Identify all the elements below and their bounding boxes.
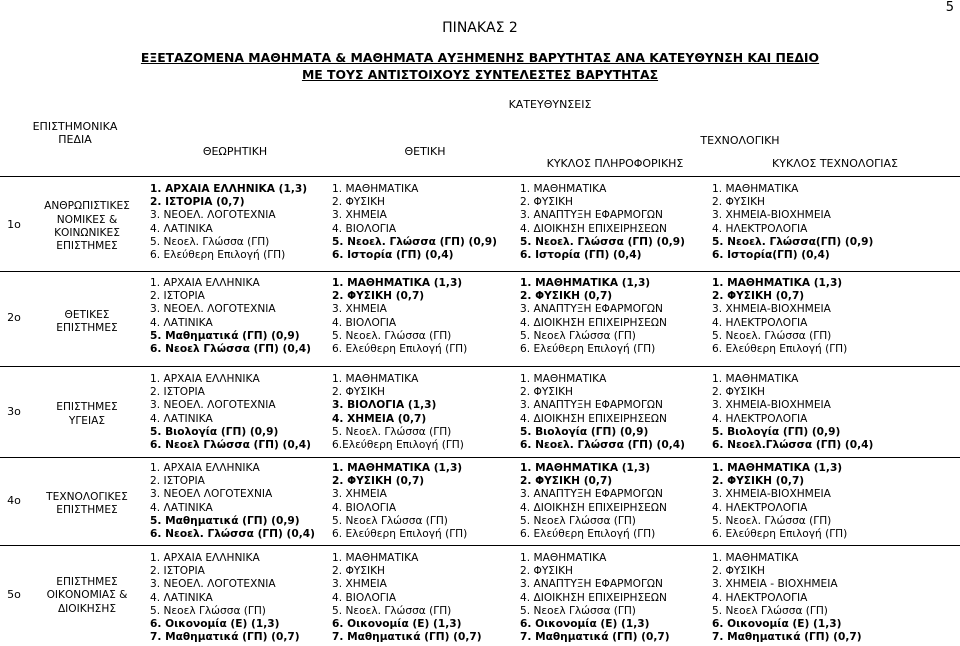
subject: 4. ΛΑΤΙΝΙΚΑ [150,222,213,235]
row-number: 2ο [7,311,21,324]
subject-list [712,277,847,356]
subject: 3. ΑΝΑΠΤΥΞΗ ΕΦΑΡΜΟΓΩΝ [520,399,663,412]
weighted-subject: 2. ΦΥΣΙΚΗ (0,7) [712,475,805,488]
subject: 6. Ελεύθερη Επιλογή (ΓΠ) [712,343,848,356]
subject: 3. ΧΗΜΕΙΑ-ΒΙΟΧΗΜΕΙΑ [712,399,831,412]
subject: 3. ΧΗΜΕΙΑ [332,303,387,316]
weighted-subject: 5. Νεοελ. Γλώσσα (ΓΠ) (0,9) [332,235,498,248]
subject: 3. ΝΕΟΕΛ. ΛΟΓΟΤΕΧΝΙΑ [150,303,276,316]
weighted-subject: 7. Μαθηματικά (ΓΠ) (0,7) [520,631,670,644]
row-number: 1ο [7,218,21,231]
subject: 6. Ελεύθερη Επιλογή (ΓΠ) [332,528,468,541]
subject-list [520,552,670,644]
table-subtitle-line2: ΜΕ ΤΟΥΣ ΑΝΤΙΣΤΟΙΧΟΥΣ ΣΥΝΤΕΛΕΣΤΕΣ ΒΑΡΥΤΗΤΑΣ [301,67,659,82]
subject-list [520,373,685,452]
subject: 2. ΙΣΤΟΡΙΑ [150,386,205,399]
weighted-subject: 6. Νεοελ Γλώσσα (ΓΠ) (0,4) [150,439,311,452]
subject: 3. ΑΝΑΠΤΥΞΗ ΕΦΑΡΜΟΓΩΝ [520,488,663,501]
field-name-line: ΕΠΙΣΤΗΜΕΣ [56,504,118,516]
subject-list [332,183,497,262]
subject: 2. ΦΥΣΙΚΗ [520,196,574,209]
header-theoretical: ΘΕΩΡΗΤΙΚΗ [202,145,268,158]
subject-list [332,373,464,452]
subject: 4. ΛΑΤΙΝΙΚΑ [150,591,213,604]
subject: 2. ΦΥΣΙΚΗ [332,565,386,578]
subject: 4. ΔΙΟΙΚΗΣΗ ΕΠΙΧΕΙΡΗΣΕΩΝ [520,501,667,514]
subject-list [712,552,862,644]
weighted-subject: 7. Μαθηματικά (ΓΠ) (0,7) [150,631,300,644]
weighted-subject: 7. Μαθηματικά (ΓΠ) (0,7) [712,631,862,644]
subject: 4. ΛΑΤΙΝΙΚΑ [150,316,213,329]
header-directions: ΚΑΤΕΥΘΥΝΣΕΙΣ [508,98,592,111]
weighted-subject: 2. ΦΥΣΙΚΗ (0,7) [332,290,425,303]
field-name-line: ΕΠΙΣΤΗΜΕΣ [56,575,118,588]
weighted-subject: 2. ΙΣΤΟΡΙΑ (0,7) [150,196,245,209]
subject: 3. ΧΗΜΕΙΑ - ΒΙΟΧΗΜΕΙΑ [712,578,838,591]
row-divider-4 [0,545,960,546]
subject: 4. ΒΙΟΛΟΓΙΑ [332,591,397,604]
subject: 6. Ελεύθερη Επιλογή (ΓΠ) [712,528,848,541]
subject: 3. ΑΝΑΠΤΥΞΗ ΕΦΑΡΜΟΓΩΝ [520,209,663,222]
row-number: 3ο [7,405,21,418]
subject: 5. Νεοελ. Γλώσσα (ΓΠ) [712,329,832,342]
weighted-subject: 6. Ιστορία(ΓΠ) (0,4) [712,249,830,262]
subject: 5. Νεοελ. Γλώσσα (ΓΠ) [332,425,452,438]
header-cycle-it: ΚΥΚΛΟΣ ΠΛΗΡΟΦΟΡΙΚΗΣ [546,157,684,170]
weighted-subject: 6. Οικονομία (Ε) (1,3) [332,618,462,631]
page-number: 5 [945,0,954,15]
subject-list [520,183,685,262]
field-name-line: ΝΟΜΙΚΕΣ & [56,213,118,226]
subject: 6. Ελεύθερη Επιλογή (ΓΠ) [150,249,286,262]
subject: 5. Νεοελ Γλώσσα (ΓΠ) [520,514,636,527]
subject: 1. ΑΡΧΑΙΑ ΕΛΛΗΝΙΚΑ [150,462,260,474]
subject: 4. ΔΙΟΙΚΗΣΗ ΕΠΙΧΕΙΡΗΣΕΩΝ [520,222,667,235]
subject: 1. ΜΑΘΗΜΑΤΙΚΑ [712,183,799,195]
subject: 4. ΔΙΟΙΚΗΣΗ ΕΠΙΧΕΙΡΗΣΕΩΝ [520,412,667,425]
subject: 4. ΒΙΟΛΟΓΙΑ [332,222,397,235]
subject-list [332,277,467,356]
subject: 5. Νεοελ Γλώσσα (ΓΠ) [150,604,266,617]
header-fields-line1: ΕΠΙΣΤΗΜΟΝΙΚΑ [32,120,118,133]
weighted-subject: 3. ΒΙΟΛΟΓΙΑ (1,3) [332,399,437,412]
weighted-subject: 2. ΦΥΣΙΚΗ (0,7) [520,475,613,488]
subject: 5. Νεοελ. Γλώσσα (ΓΠ) [712,514,832,527]
subject: 6. Ελεύθερη Επιλογή (ΓΠ) [520,343,656,356]
weighted-subject: 5. Βιολογία (ΓΠ) (0,9) [520,425,649,438]
subject: 3. ΧΗΜΕΙΑ [332,209,387,222]
subject-list [150,373,311,452]
subject: 3. ΧΗΜΕΙΑ [332,488,387,501]
subject: 4. ΛΑΤΙΝΙΚΑ [150,501,213,514]
subject: 4. ΛΑΤΙΝΙΚΑ [150,412,213,425]
field-name [32,491,142,518]
weighted-subject: 5. Βιολογία (ΓΠ) (0,9) [712,425,841,438]
weighted-subject: 2. ΦΥΣΙΚΗ (0,7) [520,290,613,303]
weighted-subject: 6. Νεοελ.Γλώσσα (ΓΠ) (0,4) [712,439,874,452]
field-name-line: ΕΠΙΣΤΗΜΕΣ [56,322,118,334]
weighted-subject: 6. Νεοελ. Γλώσσα (ΓΠ) (0,4) [520,439,686,452]
subject-list [332,552,482,644]
subject: 1. ΜΑΘΗΜΑΤΙΚΑ [332,552,419,564]
subject-list [520,462,667,541]
subject: 4. ΗΛΕΚΤΡΟΛΟΓΙΑ [712,222,808,235]
subject: 1. ΜΑΘΗΜΑΤΙΚΑ [520,552,607,564]
subject: 3. ΧΗΜΕΙΑ-ΒΙΟΧΗΜΕΙΑ [712,303,831,316]
table-subtitle-line1: ΕΞΕΤΑΖΟΜΕΝΑ ΜΑΘΗΜΑΤΑ & ΜΑΘΗΜΑΤΑ ΑΥΞΗΜΕΝΗΣ ΒΑΡΥΤΗΤΑΣ ΑΝΑ ΚΑΤΕΥΘΥΝΣΗ ΚΑΙ ΠΕΔΙΟ [140,50,820,65]
subject: 1. ΜΑΘΗΜΑΤΙΚΑ [520,373,607,385]
subject: 3. ΝΕΟΕΛ. ΛΟΓΟΤΕΧΝΙΑ [150,399,276,412]
field-name-line: ΥΓΕΙΑΣ [68,414,106,427]
weighted-subject: 1. ΜΑΘΗΜΑΤΙΚΑ (1,3) [712,462,843,474]
field-name [32,401,142,428]
subject: 2. ΦΥΣΙΚΗ [712,565,766,578]
subject-list [520,277,667,356]
subject: 5. Νεοελ. Γλώσσα (ΓΠ) [332,329,452,342]
subject: 3. ΝΕΟΕΛ ΛΟΓΟΤΕΧΝΙΑ [150,488,273,501]
field-name-line: ΘΕΤΙΚΕΣ [64,308,110,321]
subject: 5. Νεοελ Γλώσσα (ΓΠ) [520,604,636,617]
subject: 2. ΦΥΣΙΚΗ [712,386,766,399]
subject: 1. ΜΑΘΗΜΑΤΙΚΑ [712,373,799,385]
weighted-subject: 4. ΧΗΜΕΙΑ (0,7) [332,412,427,425]
weighted-subject: 1. ΑΡΧΑΙΑ ΕΛΛΗΝΙΚΑ (1,3) [150,183,308,195]
subject: 2. ΦΥΣΙΚΗ [332,386,386,399]
weighted-subject: 6. Οικονομία (Ε) (1,3) [712,618,842,631]
row-number: 5ο [7,588,21,601]
subject: 1. ΜΑΘΗΜΑΤΙΚΑ [712,552,799,564]
header-cycle-tech: ΚΥΚΛΟΣ ΤΕΧΝΟΛΟΓΙΑΣ [772,157,898,170]
weighted-subject: 6. Νεοελ. Γλώσσα (ΓΠ) (0,4) [150,528,316,541]
subject: 4. ΗΛΕΚΤΡΟΛΟΓΙΑ [712,591,808,604]
weighted-subject: 6. Οικονομία (Ε) (1,3) [150,618,280,631]
subject: 4. ΗΛΕΚΤΡΟΛΟΓΙΑ [712,412,808,425]
subject: 3. ΝΕΟΕΛ. ΛΟΓΟΤΕΧΝΙΑ [150,578,276,591]
header-fields [20,120,130,146]
field-name [32,309,142,336]
row-divider-1 [0,271,960,272]
subject-list [712,183,873,262]
weighted-subject: 6. Νεοελ Γλώσσα (ΓΠ) (0,4) [150,343,311,356]
subject: 2. ΙΣΤΟΡΙΑ [150,475,205,488]
subject: 4. ΔΙΟΙΚΗΣΗ ΕΠΙΧΕΙΡΗΣΕΩΝ [520,316,667,329]
subject: 3. ΑΝΑΠΤΥΞΗ ΕΦΑΡΜΟΓΩΝ [520,303,663,316]
subject: 6. Ελεύθερη Επιλογή (ΓΠ) [332,343,468,356]
subject: 5. Νεοελ Γλώσσα (ΓΠ) [712,604,828,617]
row-divider-2 [0,366,960,367]
header-fields-line2: ΠΕΔΙΑ [58,133,92,146]
field-name-line: ΤΕΧΝΟΛΟΓΙΚΕΣ [46,490,128,503]
subject: 5. Νεοελ. Γλώσσα (ΓΠ) [150,235,270,248]
weighted-subject: 5. Βιολογία (ΓΠ) (0,9) [150,425,279,438]
field-name-line: ΟΙΚΟΝΟΜΙΑΣ & [46,589,128,602]
field-name [32,200,142,254]
subject-list [150,462,315,541]
subject: 4. ΗΛΕΚΤΡΟΛΟΓΙΑ [712,501,808,514]
weighted-subject: 5. Μαθηματικά (ΓΠ) (0,9) [150,329,300,342]
subject: 6.Ελεύθερη Επιλογή (ΓΠ) [332,439,464,452]
table-title: ΠΙΝΑΚΑΣ 2 [442,20,518,36]
subject: 6. Ελεύθερη Επιλογή (ΓΠ) [520,528,656,541]
subject: 2. ΙΣΤΟΡΙΑ [150,290,205,303]
subject: 3. ΑΝΑΠΤΥΞΗ ΕΦΑΡΜΟΓΩΝ [520,578,663,591]
subject: 1. ΜΑΘΗΜΑΤΙΚΑ [332,183,419,195]
header-positive: ΘΕΤΙΚΗ [404,145,446,158]
field-name-line: ΚΟΙΝΩΝΙΚΕΣ [54,227,120,239]
weighted-subject: 6. Ιστορία (ΓΠ) (0,4) [520,249,642,262]
weighted-subject: 2. ΦΥΣΙΚΗ (0,7) [712,290,805,303]
subject-list [712,373,873,452]
header-technological: ΤΕΧΝΟΛΟΓΙΚΗ [700,134,780,147]
subject-list [150,183,307,262]
subject: 2. ΦΥΣΙΚΗ [332,196,386,209]
subject-list [150,277,311,356]
weighted-subject: 1. ΜΑΘΗΜΑΤΙΚΑ (1,3) [520,462,651,474]
weighted-subject: 2. ΦΥΣΙΚΗ (0,7) [332,475,425,488]
subject: 3. ΧΗΜΕΙΑ-ΒΙΟΧΗΜΕΙΑ [712,488,831,501]
subject-list [332,462,467,541]
subject: 5. Νεοελ Γλώσσα (ΓΠ) [520,329,636,342]
header-bottom-rule [0,176,960,177]
subject: 3. ΝΕΟΕΛ. ΛΟΓΟΤΕΧΝΙΑ [150,209,276,222]
weighted-subject: 5. Νεοελ. Γλώσσα (ΓΠ) (0,9) [520,235,686,248]
weighted-subject: 7. Μαθηματικά (ΓΠ) (0,7) [332,631,482,644]
subject: 2. ΦΥΣΙΚΗ [520,386,574,399]
subject-list [712,462,847,541]
subject: 1. ΑΡΧΑΙΑ ΕΛΛΗΝΙΚΑ [150,277,260,289]
field-name-line: ΕΠΙΣΤΗΜΕΣ [56,401,118,414]
field-name [32,576,142,616]
subject: 4. ΒΙΟΛΟΓΙΑ [332,501,397,514]
weighted-subject: 5. Νεοελ. Γλώσσα(ΓΠ) (0,9) [712,235,874,248]
field-name-line: ΕΠΙΣΤΗΜΕΣ [56,240,118,253]
subject: 1. ΑΡΧΑΙΑ ΕΛΛΗΝΙΚΑ [150,552,260,564]
subject: 3. ΧΗΜΕΙΑ [332,578,387,591]
subject: 4. ΒΙΟΛΟΓΙΑ [332,316,397,329]
subject: 2. ΦΥΣΙΚΗ [712,196,766,209]
subject: 2. ΙΣΤΟΡΙΑ [150,565,205,578]
subject: 1. ΜΑΘΗΜΑΤΙΚΑ [520,183,607,195]
weighted-subject: 1. ΜΑΘΗΜΑΤΙΚΑ (1,3) [712,277,843,289]
weighted-subject: 1. ΜΑΘΗΜΑΤΙΚΑ (1,3) [332,277,463,289]
subject-list [150,552,300,644]
weighted-subject: 6. Ιστορία (ΓΠ) (0,4) [332,249,454,262]
subject: 5. Νεοελ Γλώσσα (ΓΠ) [332,514,448,527]
weighted-subject: 1. ΜΑΘΗΜΑΤΙΚΑ (1,3) [332,462,463,474]
subject: 2. ΦΥΣΙΚΗ [520,565,574,578]
subject: 3. ΧΗΜΕΙΑ-ΒΙΟΧΗΜΕΙΑ [712,209,831,222]
field-name-line: ΔΙΟΙΚΗΣΗΣ [57,602,117,615]
subject: 4. ΔΙΟΙΚΗΣΗ ΕΠΙΧΕΙΡΗΣΕΩΝ [520,591,667,604]
subject: 1. ΜΑΘΗΜΑΤΙΚΑ [332,373,419,385]
row-divider-3 [0,457,960,458]
weighted-subject: 6. Οικονομία (Ε) (1,3) [520,618,650,631]
field-name-line: ΑΝΘΡΩΠΙΣΤΙΚΕΣ [44,200,130,213]
subject: 4. ΗΛΕΚΤΡΟΛΟΓΙΑ [712,316,808,329]
subject: 5. Νεοελ. Γλώσσα (ΓΠ) [332,604,452,617]
weighted-subject: 1. ΜΑΘΗΜΑΤΙΚΑ (1,3) [520,277,651,289]
weighted-subject: 5. Μαθηματικά (ΓΠ) (0,9) [150,514,300,527]
subject: 1. ΑΡΧΑΙΑ ΕΛΛΗΝΙΚΑ [150,373,260,385]
row-number: 4ο [7,494,21,507]
